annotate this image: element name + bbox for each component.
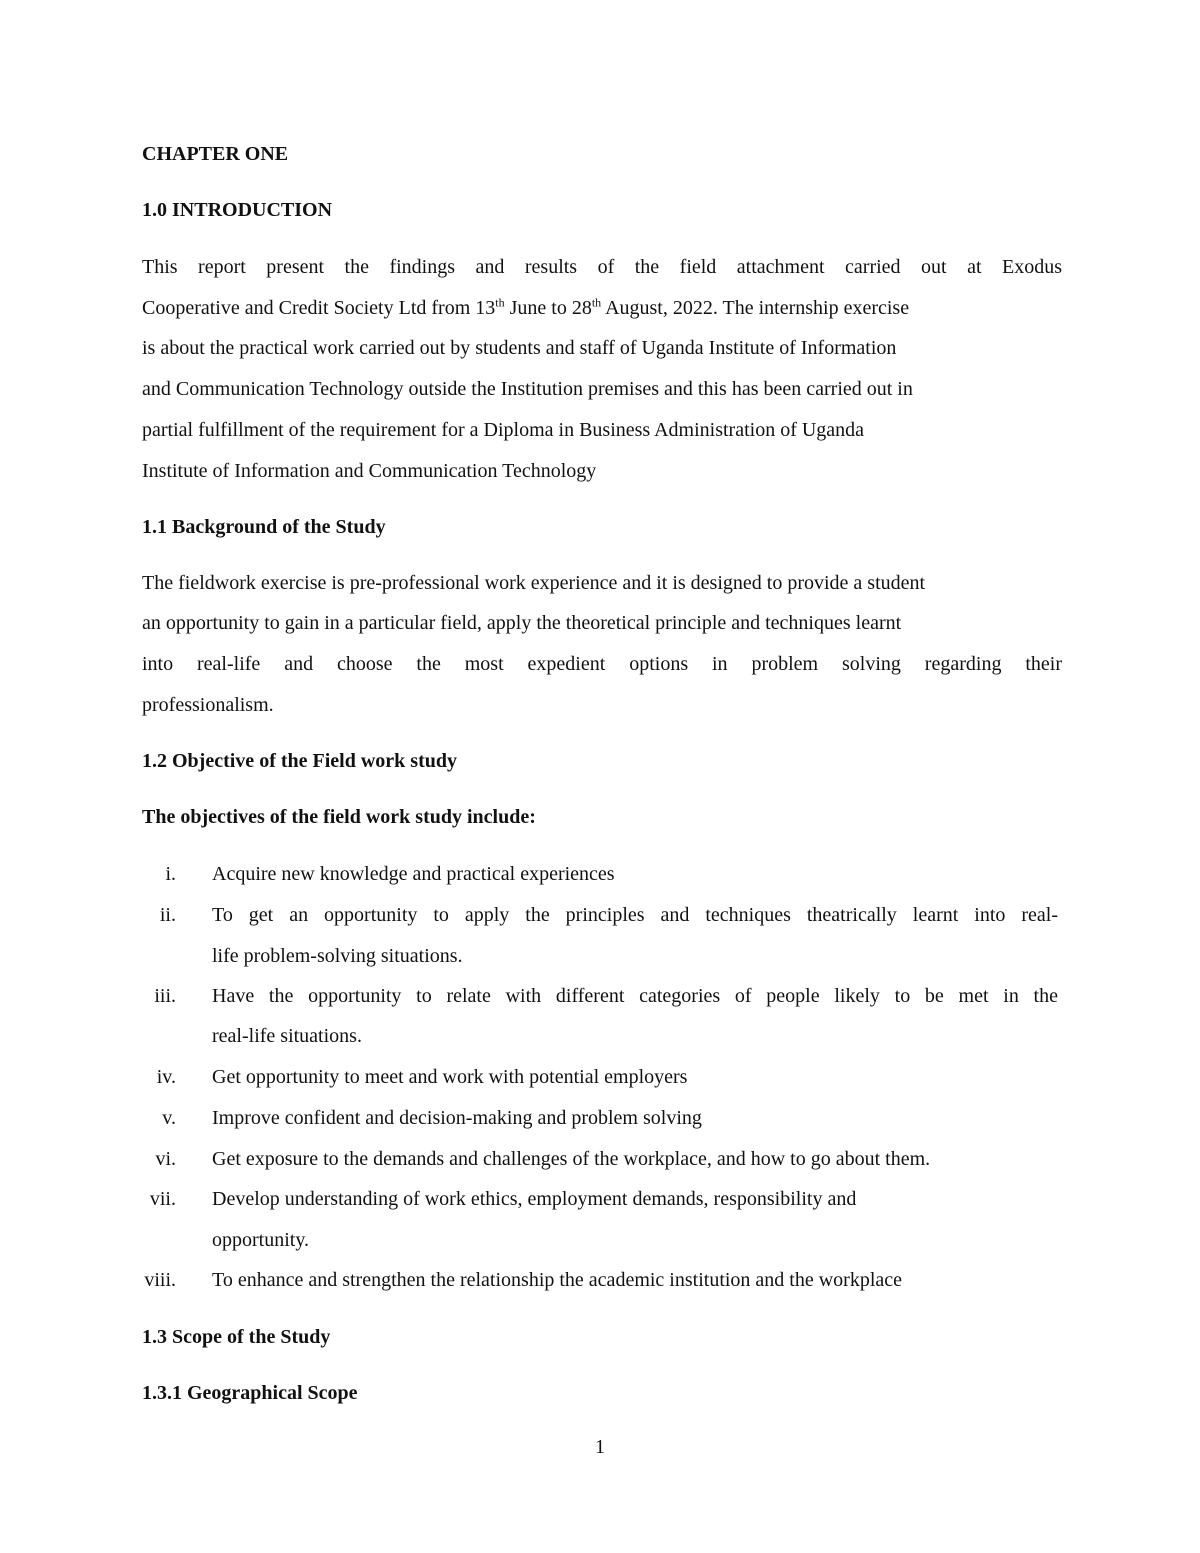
intro-line-3: is about the practical work carried out by students and staff of Uganda Institute of Information bbox=[142, 337, 897, 359]
intro-line-6: Institute of Information and Communication Technology bbox=[142, 460, 597, 482]
chapter-title: CHAPTER ONE bbox=[142, 143, 289, 165]
background-heading: 1.1 Background of the Study bbox=[142, 516, 386, 538]
list-item-text: Develop understanding of work ethics, employment demands, responsibility and bbox=[212, 1188, 857, 1210]
list-item-text-continued: real-life situations. bbox=[212, 1025, 362, 1047]
intro-line-2-sup-1: th bbox=[495, 295, 505, 310]
list-item-number: vi. bbox=[155, 1148, 176, 1170]
objectives-intro: The objectives of the field work study include: bbox=[142, 806, 536, 828]
intro-line-2-b: June to 28 bbox=[504, 297, 592, 319]
list-item-number: iv. bbox=[156, 1066, 176, 1088]
intro-line-1: This report present the findings and results of the field attachment carried out at Exodus bbox=[142, 256, 1062, 278]
intro-line-2-sup-2: th bbox=[591, 295, 602, 310]
list-item-number: iii. bbox=[154, 985, 176, 1007]
page-number: 1 bbox=[595, 1436, 605, 1458]
background-line-3: into real-life and choose the most expedient options in problem solving regarding their bbox=[142, 653, 1062, 675]
list-item-number: i. bbox=[165, 863, 176, 885]
intro-line-2-a: Cooperative and Credit Society Ltd from 13 bbox=[142, 297, 496, 319]
objective-heading: 1.2 Objective of the Field work study bbox=[142, 750, 457, 772]
list-item-text: Get exposure to the demands and challenges of the workplace, and how to go about them. bbox=[212, 1148, 931, 1170]
geographical-scope-heading: 1.3.1 Geographical Scope bbox=[142, 1382, 358, 1404]
list-item-text-continued: life problem-solving situations. bbox=[212, 945, 463, 967]
intro-line-2 bbox=[142, 297, 909, 320]
list-item-text: Have the opportunity to relate with different categories of people likely to be met in the bbox=[212, 985, 1058, 1007]
list-item-number: ii. bbox=[159, 904, 176, 926]
list-item-text-continued: opportunity. bbox=[212, 1229, 310, 1251]
intro-line-4: and Communication Technology outside the Institution premises and this has been carried out in bbox=[142, 378, 913, 400]
list-item-text: Acquire new knowledge and practical experiences bbox=[212, 863, 615, 885]
list-item-number: viii. bbox=[144, 1269, 176, 1291]
list-item-text: Improve confident and decision-making and problem solving bbox=[212, 1107, 702, 1129]
list-item-number: v. bbox=[162, 1107, 176, 1129]
list-item-text: To enhance and strengthen the relationship the academic institution and the workplace bbox=[212, 1269, 903, 1291]
background-line-4: professionalism. bbox=[142, 694, 274, 716]
background-line-2: an opportunity to gain in a particular field, apply the theoretical principle and techniques learnt bbox=[142, 612, 902, 634]
intro-heading: 1.0 INTRODUCTION bbox=[142, 199, 333, 221]
background-line-1: The fieldwork exercise is pre-professional work experience and it is designed to provide a student bbox=[142, 572, 926, 594]
list-item-number: vii. bbox=[149, 1188, 176, 1210]
list-item-text: Get opportunity to meet and work with potential employers bbox=[212, 1066, 688, 1088]
scope-heading: 1.3 Scope of the Study bbox=[142, 1326, 331, 1348]
list-item-text: To get an opportunity to apply the principles and techniques theatrically learnt into real- bbox=[212, 904, 1058, 926]
intro-line-5: partial fulfillment of the requirement for a Diploma in Business Administration of Uganda bbox=[142, 419, 865, 441]
intro-line-2-c: August, 2022. The internship exercise bbox=[601, 297, 910, 319]
